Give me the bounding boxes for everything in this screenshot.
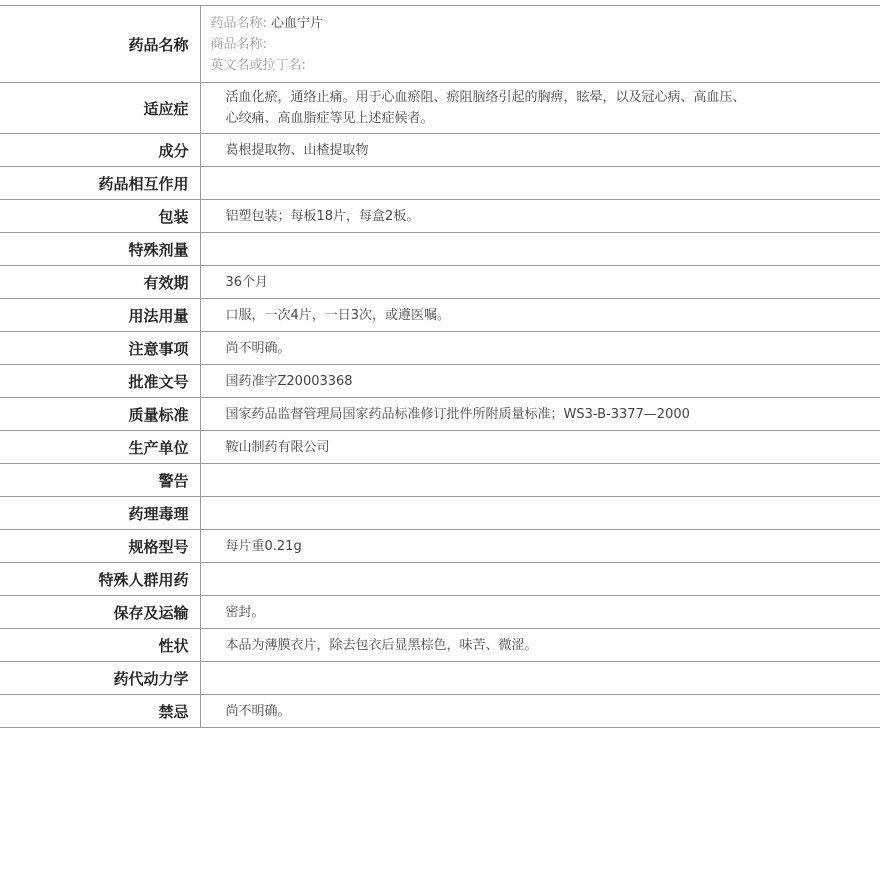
row-label: 警告	[0, 464, 200, 497]
row-label: 特殊剂量	[0, 233, 200, 266]
row-value: 尚不明确。	[200, 695, 880, 728]
row-value: 每片重0.21g	[200, 530, 880, 563]
row-label: 成分	[0, 134, 200, 167]
row-value: 鞍山制药有限公司	[200, 431, 880, 464]
table-row	[0, 83, 880, 134]
row-label-drug-name: 药品名称	[0, 6, 200, 83]
drug-spec-table	[0, 5, 880, 728]
table-row	[0, 563, 880, 596]
drug-name-block	[200, 6, 880, 83]
row-value: 铝塑包装；每板18片，每盒2板。	[200, 200, 880, 233]
row-label: 禁忌	[0, 695, 200, 728]
row-value: 国家药品监督管理局国家药品标准修订批件所附质量标准；WS3-B-3377—2000	[200, 398, 880, 431]
table-row	[0, 365, 880, 398]
generic-name-line	[211, 13, 880, 34]
row-label: 保存及运输	[0, 596, 200, 629]
row-value: 国药准字Z20003368	[200, 365, 880, 398]
row-value: 本品为薄膜衣片，除去包衣后显黑棕色，味苦、微涩。	[200, 629, 880, 662]
table-row	[0, 167, 880, 200]
latin-name-key: 英文名或拉丁名:	[211, 58, 306, 73]
row-label: 特殊人群用药	[0, 563, 200, 596]
latin-name-line	[211, 55, 880, 76]
generic-name-key: 药品名称:	[211, 16, 267, 31]
row-value: 尚不明确。	[200, 332, 880, 365]
row-value	[200, 167, 880, 200]
table-row	[0, 695, 880, 728]
row-value	[200, 464, 880, 497]
trade-name-key: 商品名称:	[211, 37, 267, 52]
row-label: 包装	[0, 200, 200, 233]
row-value: 活血化瘀，通络止痛。用于心血瘀阻、瘀阻脑络引起的胸痹，眩晕，以及冠心病、高血压、 心绞痛、高血脂症等见上述症候者。	[200, 83, 880, 134]
row-label: 规格型号	[0, 530, 200, 563]
row-label: 质量标准	[0, 398, 200, 431]
row-label: 批准文号	[0, 365, 200, 398]
row-label: 药代动力学	[0, 662, 200, 695]
row-label: 用法用量	[0, 299, 200, 332]
table-row	[0, 398, 880, 431]
table-row	[0, 629, 880, 662]
table-row	[0, 200, 880, 233]
row-value	[200, 662, 880, 695]
table-row	[0, 596, 880, 629]
table-row	[0, 332, 880, 365]
table-row	[0, 134, 880, 167]
row-label: 适应症	[0, 83, 200, 134]
table-row	[0, 662, 880, 695]
row-label: 药品相互作用	[0, 167, 200, 200]
row-value	[200, 233, 880, 266]
row-label: 生产单位	[0, 431, 200, 464]
table-row	[0, 233, 880, 266]
trade-name-line	[211, 34, 880, 55]
table-row	[0, 464, 880, 497]
row-label: 有效期	[0, 266, 200, 299]
row-value: 葛根提取物、山楂提取物	[200, 134, 880, 167]
row-label: 性状	[0, 629, 200, 662]
table-row	[0, 299, 880, 332]
table-row	[0, 530, 880, 563]
row-value: 口服，一次4片，一日3次，或遵医嘱。	[200, 299, 880, 332]
row-value	[200, 563, 880, 596]
generic-name-value: 心血宁片	[271, 16, 323, 31]
row-value: 36个月	[200, 266, 880, 299]
row-value	[200, 497, 880, 530]
table-row-drug-name	[0, 6, 880, 83]
table-row	[0, 266, 880, 299]
row-label: 注意事项	[0, 332, 200, 365]
row-value: 密封。	[200, 596, 880, 629]
table-row	[0, 431, 880, 464]
table-row	[0, 497, 880, 530]
row-label: 药理毒理	[0, 497, 200, 530]
